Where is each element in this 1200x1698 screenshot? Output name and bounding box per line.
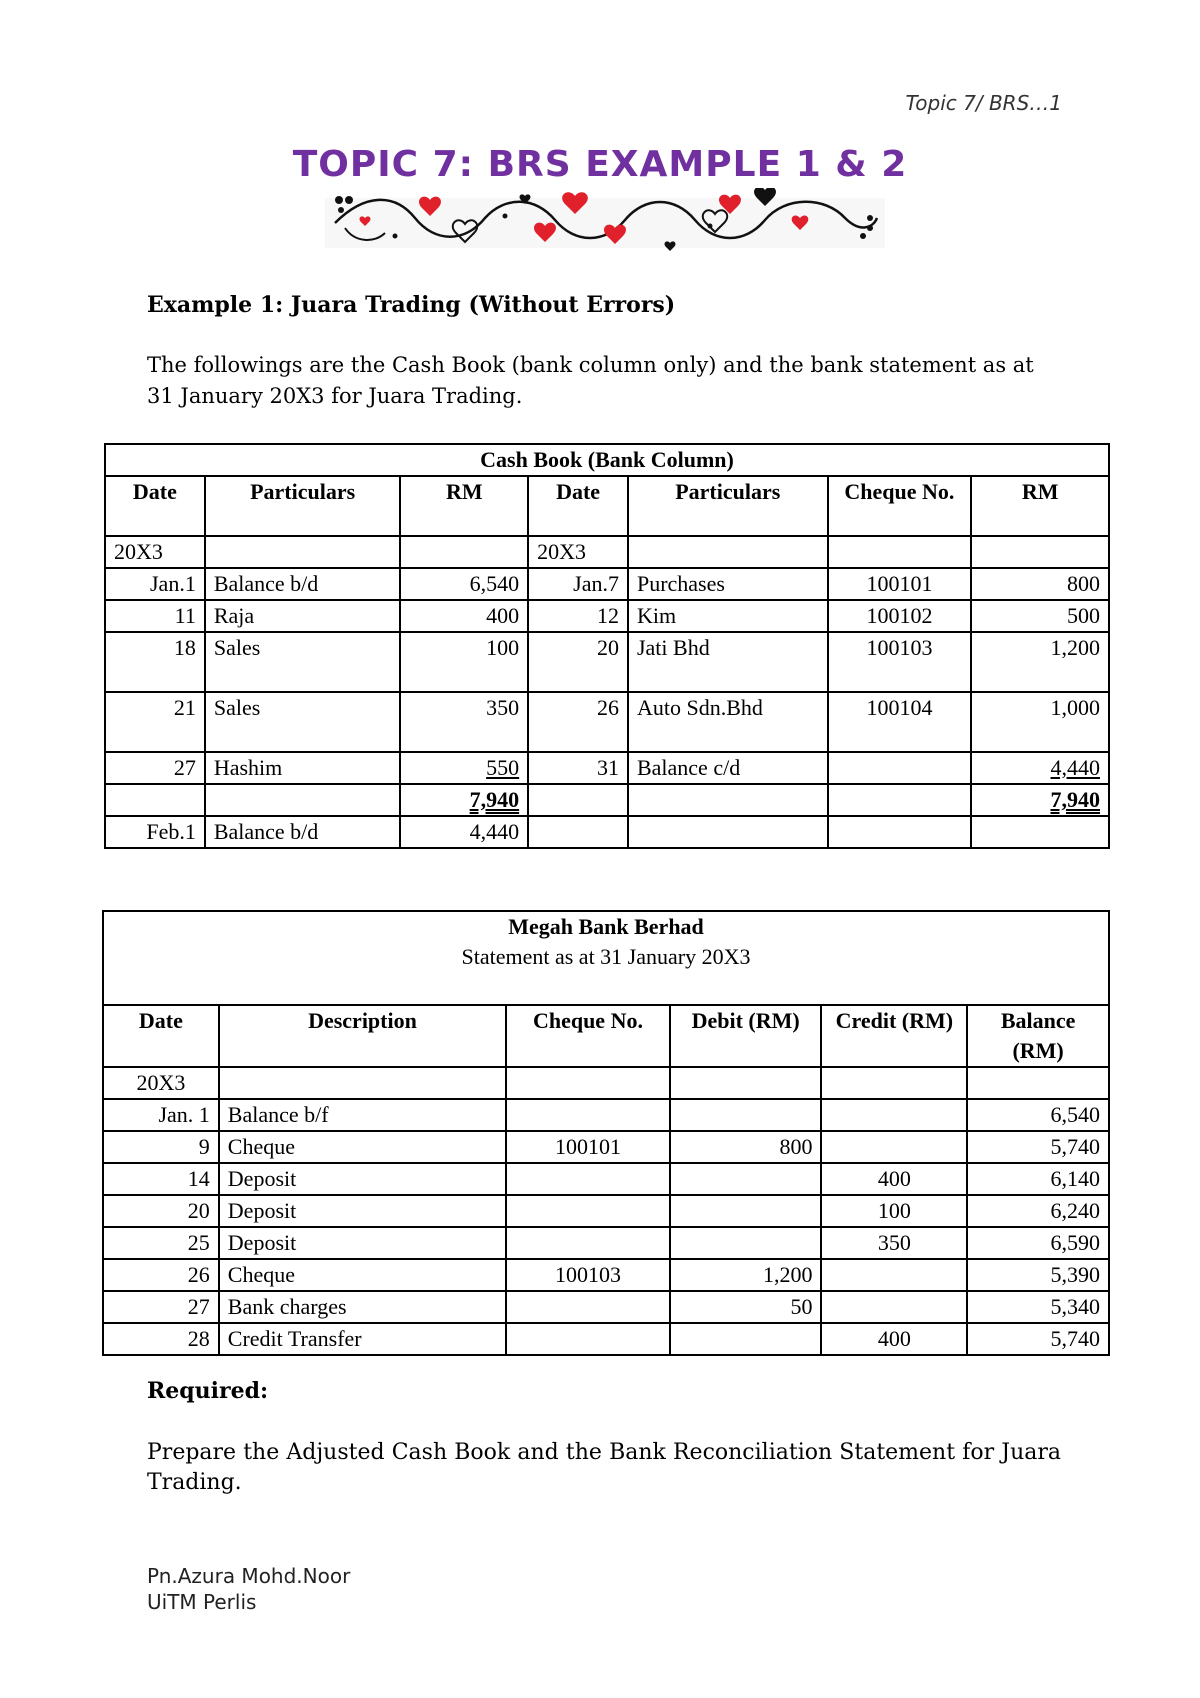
statement-subtitle: Statement as at 31 January 20X3 bbox=[461, 944, 751, 969]
cell-date: Jan.7 bbox=[528, 568, 628, 600]
cell-cheque: 100101 bbox=[828, 568, 972, 600]
cell-credit bbox=[821, 1067, 967, 1099]
table-row bbox=[105, 536, 1109, 568]
cell-description: Credit Transfer bbox=[219, 1323, 506, 1355]
cell-description: Deposit bbox=[219, 1163, 506, 1195]
cell-balance: 6,140 bbox=[967, 1163, 1109, 1195]
cell-cheque: 100104 bbox=[828, 692, 972, 752]
cell-date: 11 bbox=[105, 600, 205, 632]
cell-credit: 350 bbox=[821, 1227, 967, 1259]
cell-debit bbox=[670, 1323, 822, 1355]
col-header: Particulars bbox=[628, 476, 828, 536]
cell-particulars bbox=[205, 536, 401, 568]
table-row bbox=[105, 600, 1109, 632]
table-row bbox=[103, 1259, 1109, 1291]
cell-cheque bbox=[506, 1163, 670, 1195]
col-header: Balance (RM) bbox=[967, 1005, 1109, 1067]
cell-date: 26 bbox=[528, 692, 628, 752]
table-row bbox=[103, 1099, 1109, 1131]
cell-amount bbox=[971, 816, 1109, 848]
page-reference: Topic 7/ BRS…1 bbox=[905, 91, 1062, 115]
cell-balance: 5,340 bbox=[967, 1291, 1109, 1323]
table-row bbox=[103, 1131, 1109, 1163]
required-text: Prepare the Adjusted Cash Book and the Bank Reconciliation Statement for Juara Trading. bbox=[147, 1440, 1061, 1495]
cell-particulars bbox=[628, 816, 828, 848]
cell-date: 20X3 bbox=[103, 1067, 219, 1099]
cell-particulars: Balance b/d bbox=[205, 816, 401, 848]
table-row bbox=[103, 1323, 1109, 1355]
cell-particulars: Kim bbox=[628, 600, 828, 632]
bank-statement-title-cell bbox=[103, 911, 1109, 1005]
cell-balance bbox=[967, 1067, 1109, 1099]
col-header: Cheque No. bbox=[828, 476, 972, 536]
cell-particulars: Sales bbox=[205, 632, 401, 692]
table-row bbox=[105, 752, 1109, 784]
cell-date: 20 bbox=[103, 1195, 219, 1227]
cell-amount: 400 bbox=[400, 600, 528, 632]
cell-debit bbox=[670, 1195, 822, 1227]
cell-cheque: 100103 bbox=[828, 632, 972, 692]
col-header: Debit (RM) bbox=[670, 1005, 822, 1067]
cell-balance: 5,390 bbox=[967, 1259, 1109, 1291]
cell-amount: 4,440 bbox=[971, 752, 1109, 784]
cell-amount: 100 bbox=[400, 632, 528, 692]
cell-cheque bbox=[828, 784, 972, 816]
col-header: Description bbox=[219, 1005, 506, 1067]
cell-date: Jan. 1 bbox=[103, 1099, 219, 1131]
cell-date: 27 bbox=[105, 752, 205, 784]
cell-particulars bbox=[628, 536, 828, 568]
cell-date: 18 bbox=[105, 632, 205, 692]
page-title: TOPIC 7: BRS EXAMPLE 1 & 2 bbox=[292, 144, 908, 185]
cell-description bbox=[219, 1067, 506, 1099]
table-row bbox=[105, 568, 1109, 600]
cash-book-header-row bbox=[105, 476, 1109, 536]
cell-credit: 100 bbox=[821, 1195, 967, 1227]
cell-description: Bank charges bbox=[219, 1291, 506, 1323]
cell-date bbox=[528, 816, 628, 848]
cell-debit bbox=[670, 1227, 822, 1259]
cell-debit: 800 bbox=[670, 1131, 822, 1163]
cell-date: Feb.1 bbox=[105, 816, 205, 848]
cell-debit: 50 bbox=[670, 1291, 822, 1323]
cell-date: 21 bbox=[105, 692, 205, 752]
col-header: Particulars bbox=[205, 476, 401, 536]
cell-total: 7,940 bbox=[971, 784, 1109, 816]
cell-cheque bbox=[506, 1291, 670, 1323]
table-row bbox=[105, 816, 1109, 848]
cell-debit bbox=[670, 1163, 822, 1195]
cell-date: 31 bbox=[528, 752, 628, 784]
cell-cheque bbox=[506, 1099, 670, 1131]
cell-cheque bbox=[828, 816, 972, 848]
cell-balance: 6,540 bbox=[967, 1099, 1109, 1131]
cell-balance: 6,590 bbox=[967, 1227, 1109, 1259]
table-row bbox=[103, 1227, 1109, 1259]
cell-balance: 5,740 bbox=[967, 1131, 1109, 1163]
cell-amount: 1,200 bbox=[971, 632, 1109, 692]
cell-credit bbox=[821, 1291, 967, 1323]
cell-description: Balance b/f bbox=[219, 1099, 506, 1131]
cell-amount: 800 bbox=[971, 568, 1109, 600]
table-row bbox=[105, 692, 1109, 752]
table-row bbox=[103, 1291, 1109, 1323]
cell-cheque: 100103 bbox=[506, 1259, 670, 1291]
footer bbox=[147, 1563, 350, 1615]
cell-date: 26 bbox=[103, 1259, 219, 1291]
cell-cheque bbox=[828, 536, 972, 568]
intro-paragraph: The followings are the Cash Book (bank column only) and the bank statement as at 31 January 20X3 for Juara Trading. bbox=[147, 353, 1034, 408]
cell-credit: 400 bbox=[821, 1323, 967, 1355]
cell-date: 20 bbox=[528, 632, 628, 692]
col-header: Credit (RM) bbox=[821, 1005, 967, 1067]
example-heading: Example 1: Juara Trading (Without Errors) bbox=[147, 292, 676, 318]
cell-date: 25 bbox=[103, 1227, 219, 1259]
cell-amount: 500 bbox=[971, 600, 1109, 632]
bank-statement-table bbox=[102, 910, 1110, 1356]
cell-amount: 4,440 bbox=[400, 816, 528, 848]
col-header: Date bbox=[105, 476, 205, 536]
cell-date bbox=[528, 784, 628, 816]
table-row bbox=[103, 1195, 1109, 1227]
cell-date: 12 bbox=[528, 600, 628, 632]
col-header: Cheque No. bbox=[506, 1005, 670, 1067]
col-header: Date bbox=[103, 1005, 219, 1067]
cell-date: Jan.1 bbox=[105, 568, 205, 600]
footer-author: Pn.Azura Mohd.Noor bbox=[147, 1564, 351, 1588]
bank-statement-header-row bbox=[103, 1005, 1109, 1067]
cell-date: 28 bbox=[103, 1323, 219, 1355]
cell-balance: 5,740 bbox=[967, 1323, 1109, 1355]
cell-credit bbox=[821, 1131, 967, 1163]
cell-credit bbox=[821, 1259, 967, 1291]
cell-particulars bbox=[205, 784, 401, 816]
cell-cheque: 100101 bbox=[506, 1131, 670, 1163]
cell-date: 20X3 bbox=[528, 536, 628, 568]
cell-debit bbox=[670, 1099, 822, 1131]
cell-balance: 6,240 bbox=[967, 1195, 1109, 1227]
cell-date: 20X3 bbox=[105, 536, 205, 568]
cell-total: 7,940 bbox=[400, 784, 528, 816]
cell-description: Deposit bbox=[219, 1227, 506, 1259]
cell-amount: 1,000 bbox=[971, 692, 1109, 752]
cash-book-title: Cash Book (Bank Column) bbox=[105, 444, 1109, 476]
cell-particulars bbox=[628, 784, 828, 816]
cell-particulars: Jati Bhd bbox=[628, 632, 828, 692]
table-row bbox=[103, 1067, 1109, 1099]
cell-description: Cheque bbox=[219, 1259, 506, 1291]
bank-name: Megah Bank Berhad bbox=[508, 914, 704, 939]
cell-amount: 6,540 bbox=[400, 568, 528, 600]
cell-amount: 550 bbox=[400, 752, 528, 784]
cell-date: 9 bbox=[103, 1131, 219, 1163]
cell-particulars: Auto Sdn.Bhd bbox=[628, 692, 828, 752]
cell-amount bbox=[971, 536, 1109, 568]
col-header: RM bbox=[400, 476, 528, 536]
col-header: Date bbox=[528, 476, 628, 536]
cell-debit: 1,200 bbox=[670, 1259, 822, 1291]
cell-particulars: Sales bbox=[205, 692, 401, 752]
cell-credit bbox=[821, 1099, 967, 1131]
cell-particulars: Purchases bbox=[628, 568, 828, 600]
cell-particulars: Balance b/d bbox=[205, 568, 401, 600]
cell-cheque: 100102 bbox=[828, 600, 972, 632]
cell-particulars: Raja bbox=[205, 600, 401, 632]
cell-amount bbox=[400, 536, 528, 568]
cell-particulars: Hashim bbox=[205, 752, 401, 784]
cell-cheque bbox=[828, 752, 972, 784]
required-heading: Required: bbox=[147, 1378, 269, 1404]
col-header: RM bbox=[971, 476, 1109, 536]
cell-cheque bbox=[506, 1195, 670, 1227]
cell-debit bbox=[670, 1067, 822, 1099]
cell-particulars: Balance c/d bbox=[628, 752, 828, 784]
cell-date: 27 bbox=[103, 1291, 219, 1323]
cell-cheque bbox=[506, 1067, 670, 1099]
cell-description: Cheque bbox=[219, 1131, 506, 1163]
cell-credit: 400 bbox=[821, 1163, 967, 1195]
cell-date bbox=[105, 784, 205, 816]
cash-book-table bbox=[104, 443, 1110, 849]
table-row-total bbox=[105, 784, 1109, 816]
cell-date: 14 bbox=[103, 1163, 219, 1195]
cell-amount: 350 bbox=[400, 692, 528, 752]
cell-cheque bbox=[506, 1227, 670, 1259]
cell-description: Deposit bbox=[219, 1195, 506, 1227]
footer-institution: UiTM Perlis bbox=[147, 1590, 257, 1614]
table-row bbox=[105, 632, 1109, 692]
cell-cheque bbox=[506, 1323, 670, 1355]
table-row bbox=[103, 1163, 1109, 1195]
hearts-divider-ornament bbox=[325, 188, 885, 258]
